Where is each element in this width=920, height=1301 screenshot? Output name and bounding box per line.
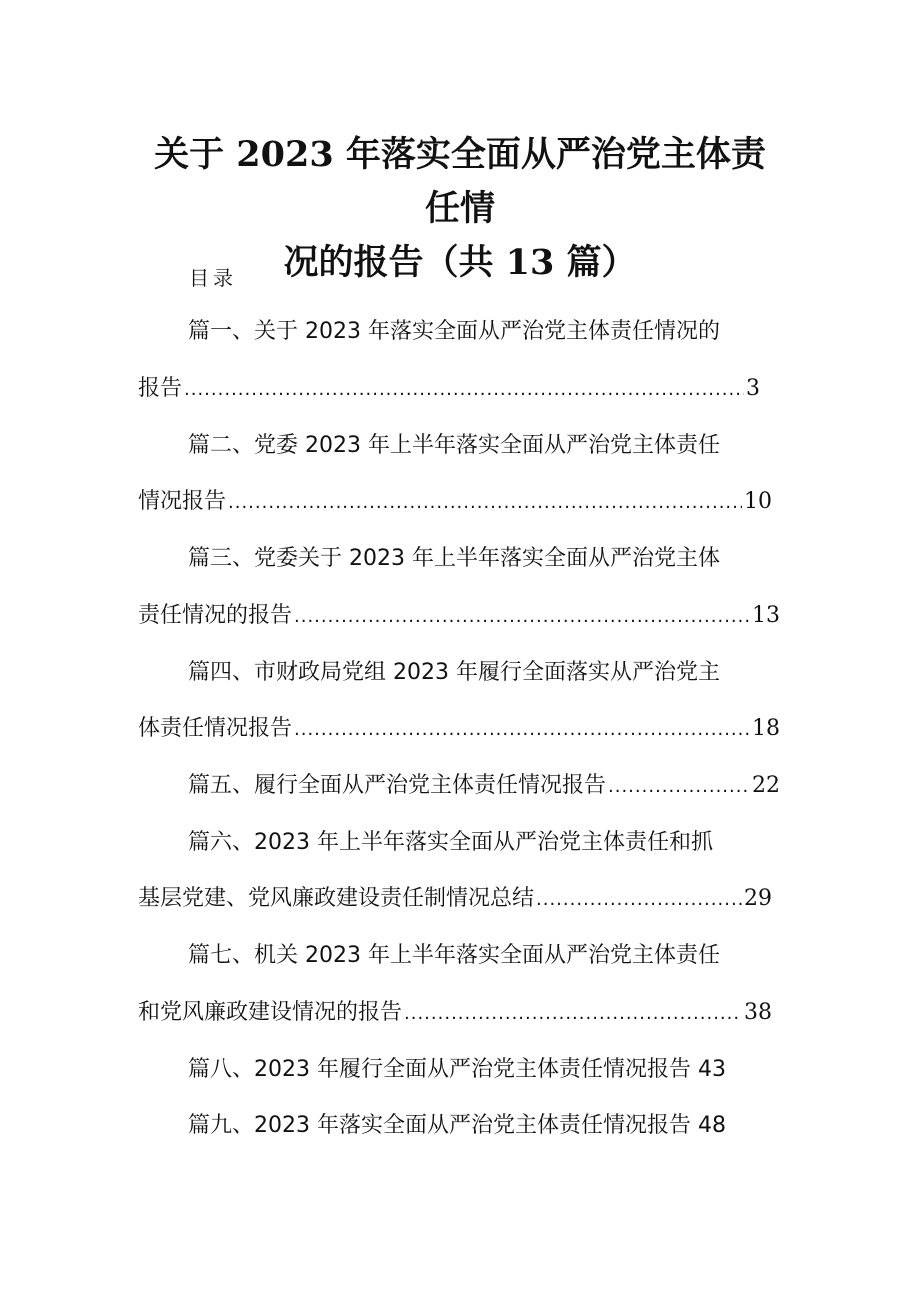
- toc-entry-5[interactable]: [188, 771, 780, 801]
- toc-entry-text: 篇三、党委关于 2023 年上半年落实全面从严治党主体: [188, 546, 720, 571]
- toc-entry-8[interactable]: [188, 1055, 748, 1085]
- toc-entry-3-line-2[interactable]: [138, 601, 780, 631]
- title-line-2: 况的报告（共 13 篇）: [283, 242, 637, 283]
- toc-entry-1-line-2[interactable]: [138, 374, 760, 404]
- toc-entry-text: 报告: [138, 376, 183, 401]
- dot-leader: [294, 602, 750, 632]
- toc-entry-7-line-1[interactable]: [188, 941, 748, 971]
- toc-entry-text: 篇五、履行全面从严治党主体责任情况报告: [188, 773, 607, 798]
- dot-leader: [404, 999, 742, 1029]
- dot-leader: [536, 885, 742, 915]
- toc-entry-3-line-1[interactable]: [188, 544, 748, 574]
- toc-entry-text: 篇一、关于 2023 年落实全面从严治党主体责任情况的: [188, 319, 720, 344]
- toc-entry-2-line-2[interactable]: [138, 487, 772, 517]
- toc-entry-4-line-1[interactable]: [188, 658, 748, 688]
- toc-page-number: 3: [746, 376, 760, 401]
- toc-page-number: 18: [752, 716, 780, 741]
- dot-leader: [608, 772, 750, 802]
- dot-leader: [228, 488, 742, 518]
- title-line-1: 关于 2023 年落实全面从严治党主体责任情: [154, 134, 766, 229]
- toc-heading: 目录: [189, 266, 237, 290]
- toc-entry-text: 篇六、2023 年上半年落实全面从严治党主体责任和抓: [188, 830, 713, 855]
- toc-entry-text: 篇九、2023 年落实全面从严治党主体责任情况报告 48: [188, 1113, 726, 1138]
- toc-entry-text: 篇四、市财政局党组 2023 年履行全面落实从严治党主: [188, 660, 720, 685]
- toc-entry-6-line-1[interactable]: [188, 828, 748, 858]
- toc-entry-text: 篇七、机关 2023 年上半年落实全面从严治党主体责任: [188, 943, 720, 968]
- toc-page-number: 10: [744, 489, 772, 514]
- toc-page-number: 13: [752, 603, 780, 628]
- toc-entry-6-line-2[interactable]: [138, 884, 772, 914]
- toc-entry-text: 责任情况的报告: [138, 603, 293, 628]
- toc-page-number: 38: [744, 1000, 772, 1025]
- dot-leader: [294, 715, 750, 745]
- toc-entry-text: 和党风廉政建设情况的报告: [138, 1000, 403, 1025]
- toc-entry-9[interactable]: [188, 1111, 748, 1141]
- toc-entry-1-line-1[interactable]: [188, 317, 748, 347]
- document-title: [150, 128, 770, 290]
- toc-page-number: 29: [744, 886, 772, 911]
- toc-entry-2-line-1[interactable]: [188, 431, 748, 461]
- toc-entry-text: 篇二、党委 2023 年上半年落实全面从严治党主体责任: [188, 433, 720, 458]
- toc-entry-text: 篇八、2023 年履行全面从严治党主体责任情况报告 43: [188, 1057, 726, 1082]
- toc-entry-7-line-2[interactable]: [138, 998, 772, 1028]
- toc-page-number: 22: [752, 773, 780, 798]
- toc-entry-text: 情况报告: [138, 489, 227, 514]
- dot-leader: [184, 375, 744, 405]
- toc-entry-4-line-2[interactable]: [138, 714, 780, 744]
- toc-entry-text: 基层党建、党风廉政建设责任制情况总结: [138, 886, 535, 911]
- toc-entry-text: 体责任情况报告: [138, 716, 293, 741]
